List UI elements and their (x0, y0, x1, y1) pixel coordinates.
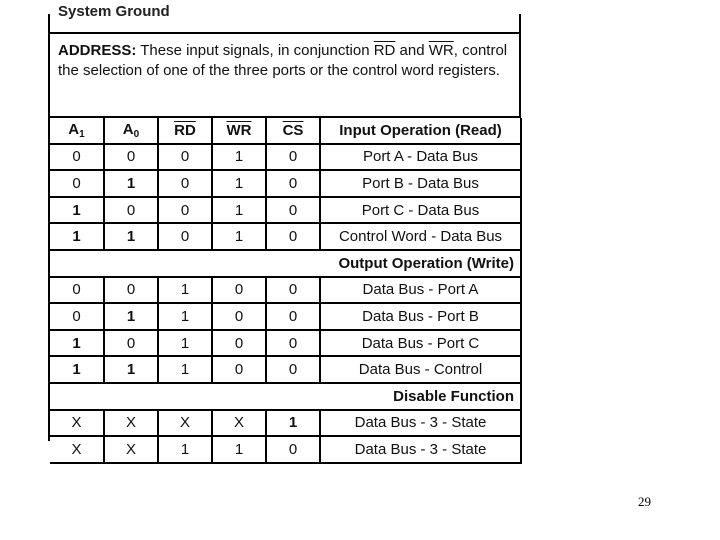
col-a1: $A_1$ (50, 118, 104, 144)
cell-a0: X (104, 436, 158, 463)
cell-wr: X (212, 410, 266, 437)
cell-a1: X (50, 436, 104, 463)
cell-rd: 1 (158, 303, 212, 330)
cell-rd: 1 (158, 277, 212, 304)
cell-a1: 1 (50, 223, 104, 250)
cell-op: Data Bus - 3 - State (320, 436, 521, 463)
cell-op: Data Bus - Port B (320, 303, 521, 330)
read-row (50, 223, 521, 250)
cell-a1: X (50, 410, 104, 437)
col-rd: $\overline{RD}$ (158, 118, 212, 144)
cell-a1: 1 (50, 330, 104, 357)
read-row (50, 144, 521, 171)
write-row (50, 330, 521, 357)
cell-op: Data Bus - 3 - State (320, 410, 521, 437)
cell-rd: 1 (158, 330, 212, 357)
cell-wr: 0 (212, 356, 266, 383)
cell-cs: 0 (266, 356, 320, 383)
cell-a0: 0 (104, 197, 158, 224)
cell-cs: 0 (266, 436, 320, 463)
col-read-operation: Input Operation (Read) (320, 118, 521, 144)
cell-op: Data Bus - Port C (320, 330, 521, 357)
cell-wr: 1 (212, 436, 266, 463)
cell-wr: 1 (212, 170, 266, 197)
write-row (50, 356, 521, 383)
page-number: 29 (638, 494, 651, 509)
disable-row (50, 410, 521, 437)
cell-rd: 0 (158, 170, 212, 197)
write-section-header (50, 250, 521, 277)
write-row (50, 303, 521, 330)
port-selection-table (50, 118, 522, 464)
cell-a1: 1 (50, 356, 104, 383)
col-cs: $\overline{CS}$ (266, 118, 320, 144)
read-row (50, 170, 521, 197)
cell-wr: 0 (212, 303, 266, 330)
disable-row (50, 436, 521, 463)
cell-rd: 1 (158, 436, 212, 463)
cell-wr: 1 (212, 223, 266, 250)
cell-a1: 0 (50, 303, 104, 330)
cell-a0: 1 (104, 223, 158, 250)
cell-op: Port C - Data Bus (320, 197, 521, 224)
cell-a0: 1 (104, 170, 158, 197)
cell-cs: 0 (266, 277, 320, 304)
cell-rd: 0 (158, 144, 212, 171)
cell-a0: 1 (104, 356, 158, 383)
cell-a0: X (104, 410, 158, 437)
cell-cs: 0 (266, 330, 320, 357)
write-row (50, 277, 521, 304)
cell-cs: 1 (266, 410, 320, 437)
cell-rd: 0 (158, 223, 212, 250)
cell-a0: 0 (104, 330, 158, 357)
table-image (48, 3, 523, 458)
cell-op: Data Bus - Port A (320, 277, 521, 304)
col-wr: $\overline{WR}$ (212, 118, 266, 144)
cropped-heading: System Ground (50, 14, 521, 34)
address-description: ADDRESS: These input signals, in conjunction $\overline{RD}$ and $\overline{WR}$, control the selection of one of the three ports or the control word registers. (50, 34, 521, 118)
cell-rd: 0 (158, 197, 212, 224)
col-a0: $A_0$ (104, 118, 158, 144)
cell-cs: 0 (266, 303, 320, 330)
cell-a0: 0 (104, 144, 158, 171)
cell-a1: 0 (50, 170, 104, 197)
cell-cs: 0 (266, 197, 320, 224)
cell-a1: 1 (50, 197, 104, 224)
cell-cs: 0 (266, 223, 320, 250)
cell-wr: 0 (212, 277, 266, 304)
cell-rd: 1 (158, 356, 212, 383)
cell-a1: 0 (50, 144, 104, 171)
cell-wr: 1 (212, 144, 266, 171)
cell-op: Control Word - Data Bus (320, 223, 521, 250)
column-header-row (50, 118, 521, 144)
cell-rd: X (158, 410, 212, 437)
cell-wr: 1 (212, 197, 266, 224)
read-row (50, 197, 521, 224)
cell-a0: 1 (104, 303, 158, 330)
wr-signal: $\overline{WR}$ (428, 42, 454, 59)
cell-a0: 0 (104, 277, 158, 304)
cell-a1: 0 (50, 277, 104, 304)
cell-cs: 0 (266, 144, 320, 171)
cell-op: Data Bus - Control (320, 356, 521, 383)
write-section-header-label: Output Operation (Write) (50, 250, 521, 277)
rd-signal: $\overline{RD}$ (373, 42, 396, 59)
cell-op: Port B - Data Bus (320, 170, 521, 197)
cell-cs: 0 (266, 170, 320, 197)
cell-wr: 0 (212, 330, 266, 357)
disable-section-header-label: Disable Function (50, 383, 521, 410)
cell-op: Port A - Data Bus (320, 144, 521, 171)
disable-section-header (50, 383, 521, 410)
address-label: ADDRESS: (58, 42, 137, 59)
